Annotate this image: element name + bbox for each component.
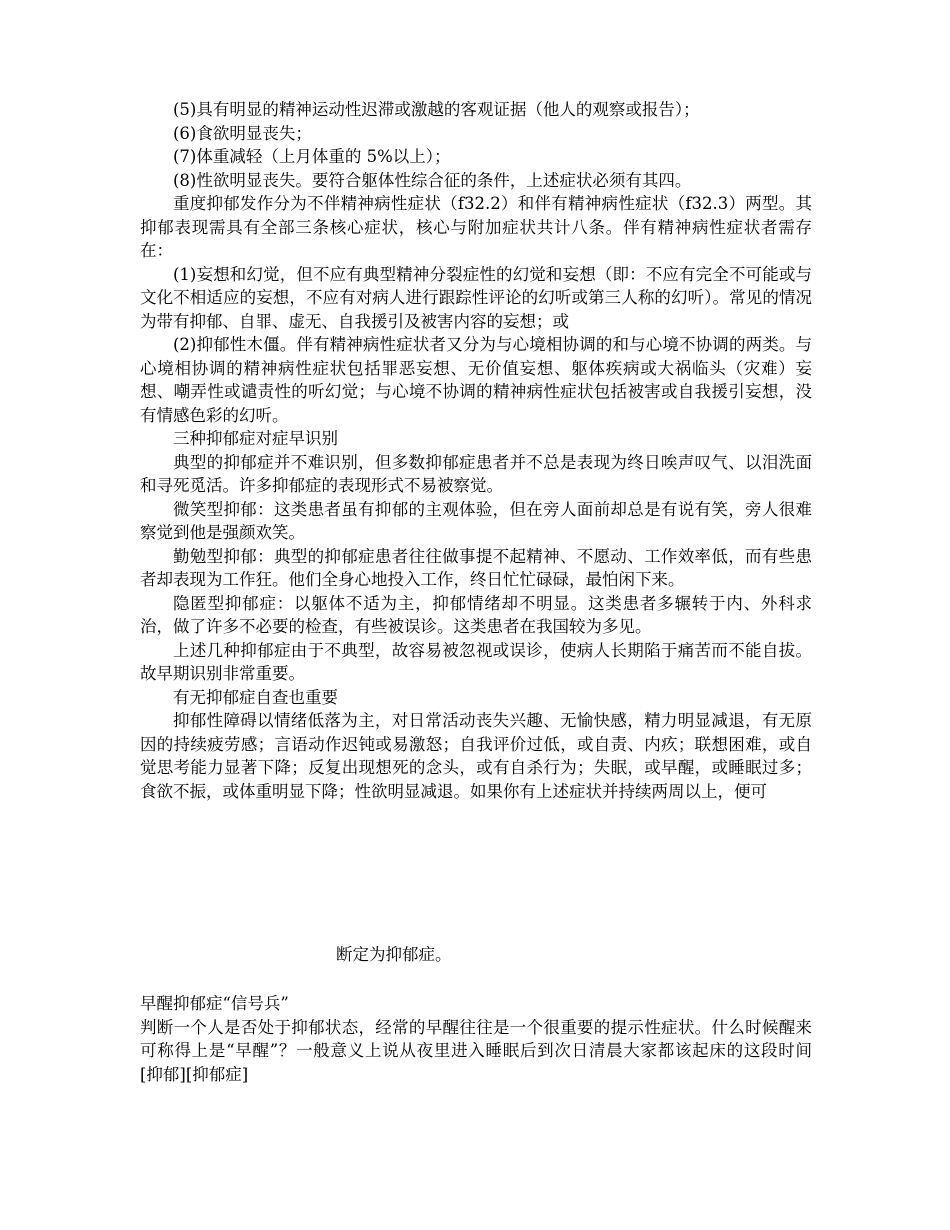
masked-depression-paragraph: 隐匿型抑郁症：以躯体不适为主，抑郁情绪却不明显。这类患者多辗转于内、外科求治，做了许多不必要的检查，有些被误诊。这类患者在我国较为多见。: [140, 593, 812, 636]
criterion-6: (6)食欲明显丧失；: [173, 123, 312, 143]
section-heading-self-check: 有无抑郁症自查也重要: [173, 687, 338, 707]
typical-depression-paragraph: 典型的抑郁症并不难识别，但多数抑郁症患者并不总是表现为终日唉声叹气、以泪洗面和寻死觅活。许多抑郁症的表现形式不易被察觉。: [140, 452, 812, 495]
psychotic-item-2: (2)抑郁性木僵。伴有精神病性症状者又分为与心境相协调的和与心境不协调的两类。与心境相协调的精神病性症状包括罪恶妄想、无价值妄想、躯体疾病或大祸临头（灾难）妄想、嘲弄性或谴责性的听幻觉；与心境不协调的精神病性症状包括被害或自我援引妄想，没有情感色彩的幻听。: [140, 335, 812, 425]
main-body: [140, 98, 812, 803]
psychotic-item-1: (1)妄想和幻觉，但不应有典型精神分裂症性的幻觉和妄想（即：不应有完全不可能或与文化不相适应的妄想，不应有对病人进行跟踪性评论的幻听或第三人称的幻听）。常见的情况为带有抑郁、自罪、虚无、自我援引及被害内容的妄想；或: [140, 264, 812, 331]
diagnosis-conclusion-line: 断定为抑郁症。: [336, 945, 452, 964]
criterion-5: (5)具有明显的精神运动性迟滞或激越的客观证据（他人的观察或报告）；: [173, 100, 700, 119]
self-check-paragraph: 抑郁性障碍以情绪低落为主，对日常活动丧失兴趣、无愉快感，精力明显减退，有无原因的持续疲劳感；言语动作迟钝或易激怒；自我评价过低，或自责、内疚；联想困难，或自觉思考能力显著下降；反复出现想死的念头，或有自杀行为；失眠，或早醒，或睡眠过多；食欲不振，或体重明显下降；性欲明显减退。如果你有上述症状并持续两周以上，便可: [140, 711, 812, 801]
diligent-depression-paragraph: 勤勉型抑郁：典型的抑郁症患者往往做事提不起精神、不愿动、工作效率低，而有些患者却表现为工作狂。他们全身心地投入工作，终日忙忙碌碌，最怕闲下来。: [140, 546, 812, 589]
section-heading-three-types: 三种抑郁症对症早识别: [173, 429, 338, 448]
early-recognition-paragraph: 上述几种抑郁症由于不典型，故容易被忽视或误诊，使病人长期陷于痛苦而不能自拔。故早期识别非常重要。: [140, 640, 812, 683]
criterion-7: (7)体重减轻（上月体重的 5%以上）；: [173, 147, 451, 166]
smiling-depression-paragraph: 微笑型抑郁：这类患者虽有抑郁的主观体验，但在旁人面前却总是有说有笑，旁人很难察觉到他是强颜欢笑。: [140, 499, 812, 542]
early-waking-paragraph: 判断一个人是否处于抑郁状态，经常的早醒往往是一个很重要的提示性症状。什么时候醒来可称得上是“早醒”？一般意义上说从夜里进入睡眠后到次日清晨大家都该起床的这段时间 [抑郁][抑郁症]: [140, 1017, 812, 1084]
early-waking-heading: 早醒抑郁症“信号兵”: [140, 994, 289, 1013]
severe-depression-paragraph: 重度抑郁发作分为不伴精神病性症状（f32.2）和伴有精神病性症状（f32.3）两型。其抑郁表现需具有全部三条核心症状，核心与附加症状共计八条。伴有精神病性症状者需存在：: [140, 194, 812, 260]
criterion-8: (8)性欲明显丧失。要符合躯体性综合征的条件，上述症状必须有其四。: [173, 170, 692, 190]
early-waking-section: [140, 992, 812, 1086]
